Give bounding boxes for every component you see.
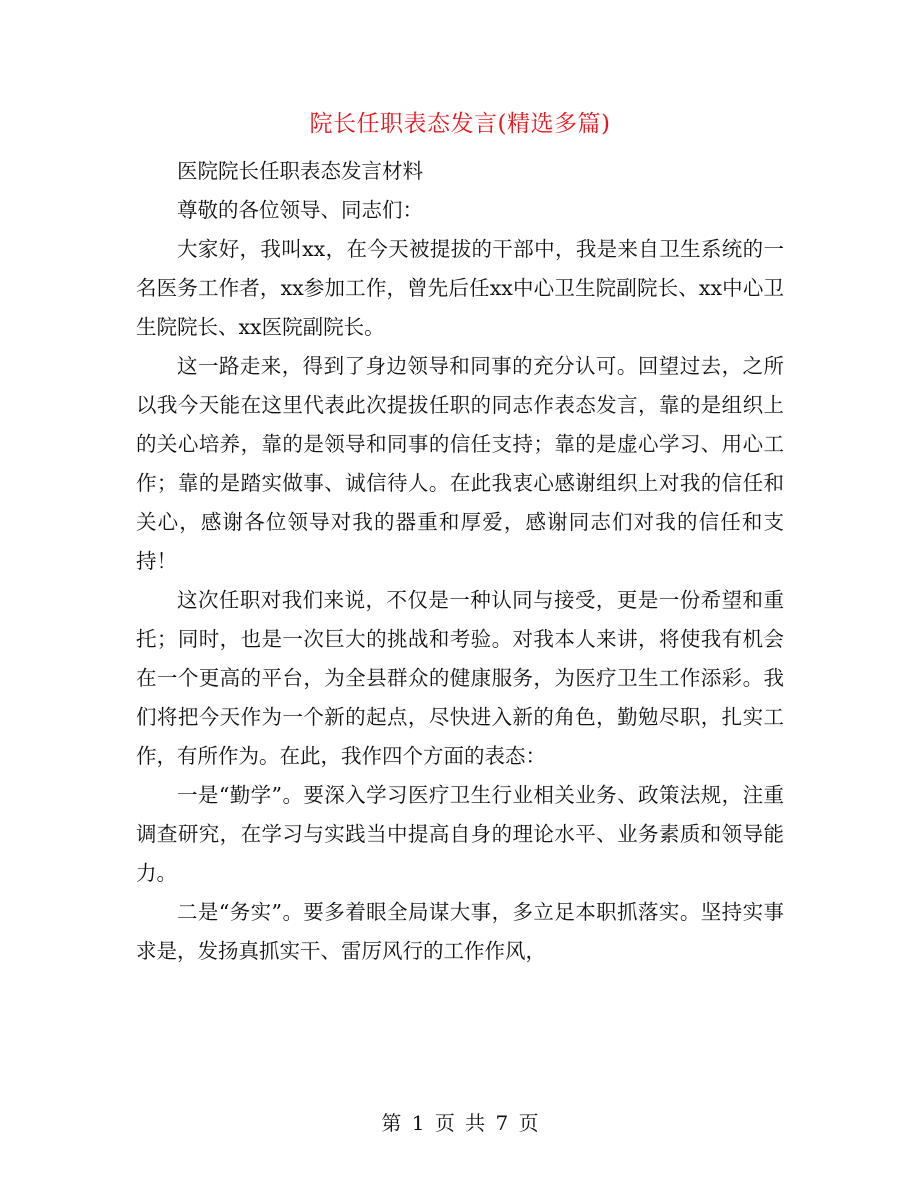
paragraph-point-one: 一是“勤学”。要深入学习医疗卫生行业相关业务、政策法规，注重调查研究，在学习与实践当中提高自身的理论水平、业务素质和领导能力。 xyxy=(136,783,784,885)
paragraph-point-two: 二是“务实”。要多着眼全局谋大事，多立足本职抓落实。坚持实事求是，发扬真抓实干、雷厉风行的工作作风， xyxy=(136,900,784,963)
page-number-footer: 第 1 页 共 7 页 xyxy=(381,1111,539,1135)
document-title: 院长任职表态发言(精选多篇) xyxy=(309,111,611,137)
paragraph-salutation: 尊敬的各位领导、同志们： xyxy=(177,198,423,222)
paragraph-gratitude: 这一路走来，得到了身边领导和同事的充分认可。回望过去，之所以我今天能在这里代表此次提拔任职的同志作表态发言，靠的是组织上的关心培养，靠的是领导和同事的信任支持；靠的是虚心学习、用心工作；靠的是踏实做事、诚信待人。在此我衷心感谢组织上对我的信任和关心，感谢各位领导对我的器重和厚爱，感谢同志们对我的信任和支持！ xyxy=(136,354,784,573)
paragraph-introduction: 大家好，我叫xx，在今天被提拔的干部中，我是来自卫生系统的一名医务工作者，xx参加工作，曾先后任xx中心卫生院副院长、xx中心卫生院院长、xx医院副院长。 xyxy=(136,237,784,339)
document-body xyxy=(136,152,784,971)
paragraph-subtitle: 医院院长任职表态发言材料 xyxy=(177,159,423,183)
paragraph-commitment: 这次任职对我们来说，不仅是一种认同与接受，更是一份希望和重托；同时，也是一次巨大的挑战和考验。对我本人来讲，将使我有机会在一个更高的平台，为全县群众的健康服务，为医疗卫生工作添彩。我们将把今天作为一个新的起点，尽快进入新的角色，勤勉尽职，扎实工作，有所作为。在此，我作四个方面的表态： xyxy=(136,588,784,768)
